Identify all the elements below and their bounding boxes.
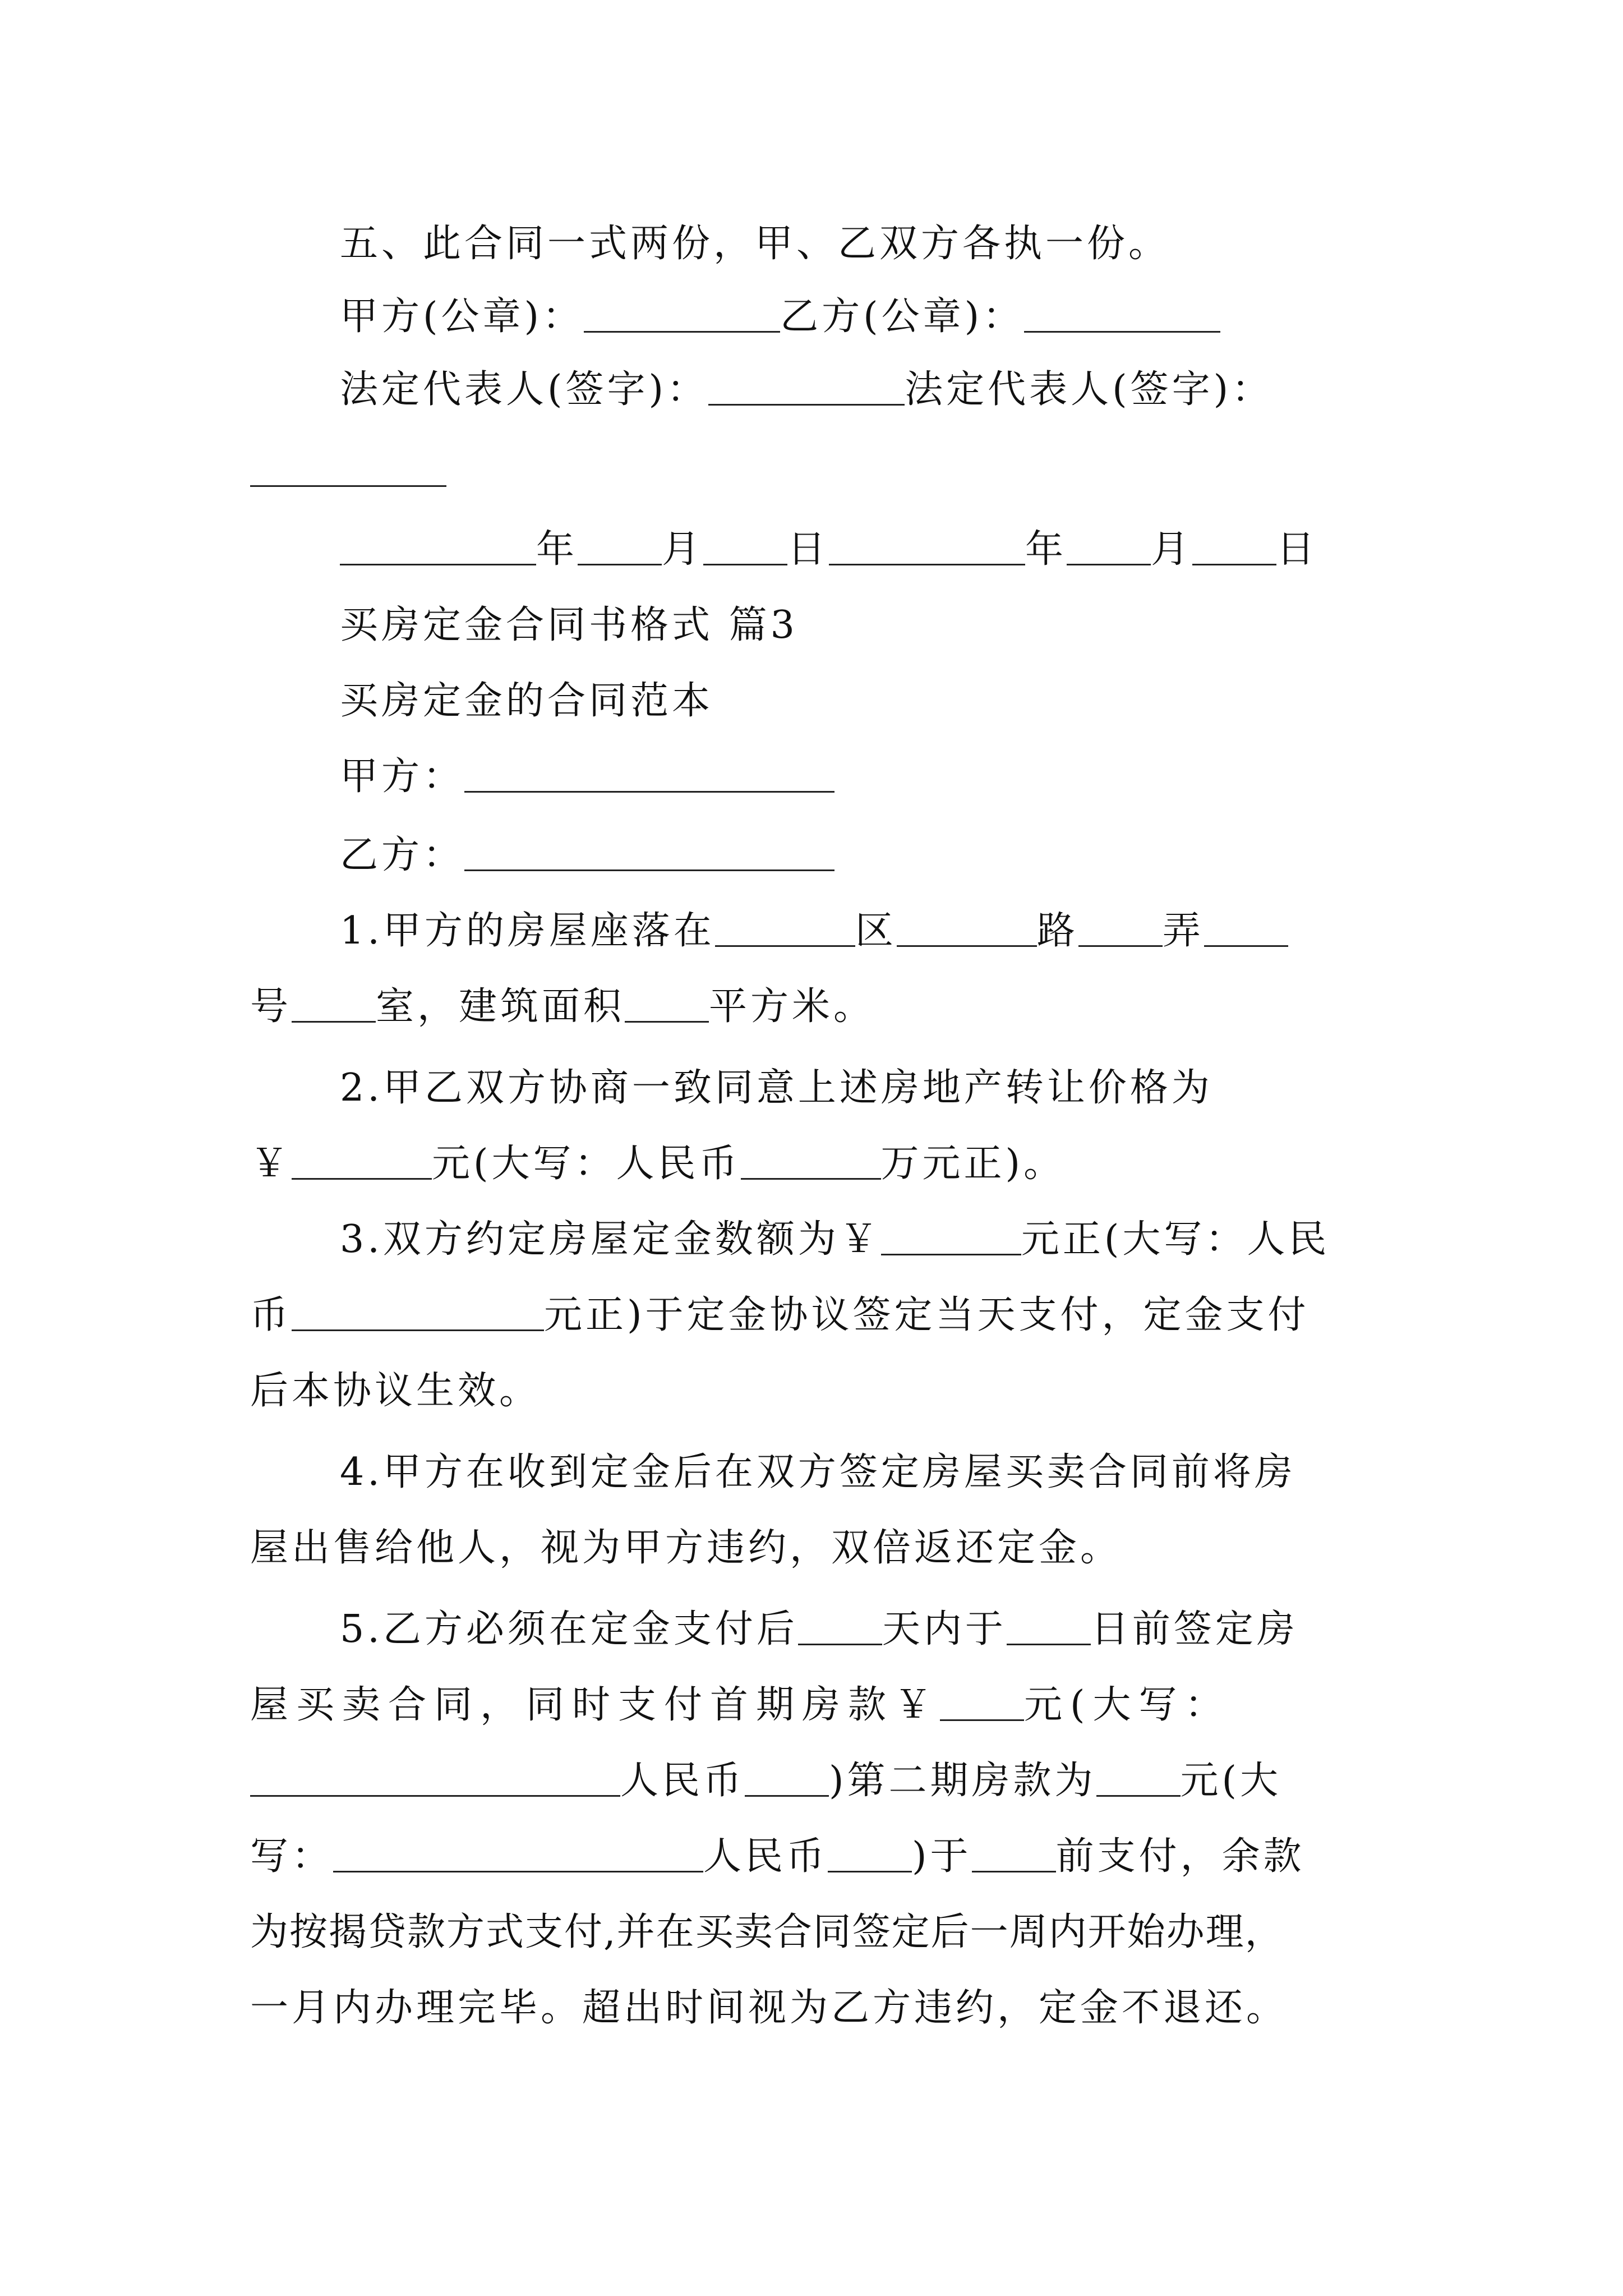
- party-a-label: 甲方：: [340, 754, 465, 799]
- party-b-label: 乙方：: [340, 833, 465, 877]
- item-3-text: 3.双方约定房屋定金数额为￥: [340, 1217, 881, 1262]
- first-payment-blank: [940, 1686, 1024, 1721]
- deposit-blank: [881, 1220, 1021, 1255]
- balance-label: 前支付，余款: [1055, 1834, 1305, 1879]
- party-b-seal-blank: [1024, 297, 1220, 333]
- item-3-line-3: [250, 1363, 1394, 1419]
- item-4-continued: 屋出售给他人，视为甲方违约，双倍返还定金。: [250, 1526, 1122, 1570]
- party-a-blank: [464, 757, 834, 793]
- section-heading: [250, 597, 1394, 654]
- mortgage-text: 为按揭贷款方式支付,并在买卖合同签定后一周内开始办理，: [250, 1910, 1284, 1954]
- days-label: 天内于: [882, 1607, 1007, 1651]
- pay-date-blank: [972, 1837, 1056, 1872]
- lane-blank: [1078, 912, 1163, 947]
- second-payment-capital-blank: [333, 1837, 703, 1872]
- date-a-month-blank: [578, 530, 662, 565]
- party-b-rep-blank: [250, 452, 446, 487]
- clause-5-text: 五、此合同一式两份，甲、乙双方各执一份。: [340, 222, 1170, 266]
- item-3-end: 后本协议生效。: [250, 1369, 541, 1413]
- currency-label: 币: [250, 1293, 292, 1337]
- day-label-b: 日: [1276, 527, 1318, 572]
- item-5-line-6: [250, 1980, 1394, 2036]
- item-5-text: 5.乙方必须在定金支付后: [340, 1607, 798, 1651]
- days-blank: [798, 1610, 882, 1645]
- item-3-line-2: [250, 1287, 1394, 1343]
- second-payment-blank: [1096, 1761, 1181, 1797]
- date-line: [250, 522, 1394, 578]
- party-a-rep-blank: [708, 370, 905, 406]
- clause-5-line: [250, 216, 1394, 272]
- date-b-month-blank: [1067, 530, 1151, 565]
- district-label: 区: [855, 909, 897, 953]
- rmb-label-a: 人民币: [620, 1759, 745, 1803]
- lane-number-blank: [1204, 912, 1288, 947]
- second-payment-capital-label: 元(大: [1180, 1759, 1282, 1803]
- breach-text: 一月内办理完毕。超出时间视为乙方违约，定金不退还。: [250, 1986, 1288, 2030]
- rmb-blank-a: [745, 1761, 829, 1797]
- item-5-line-3: [250, 1753, 1394, 1809]
- first-payment-text: 屋买卖合同，同时支付首期房款￥: [250, 1683, 940, 1727]
- sign-before-label: 日前签定房: [1090, 1607, 1298, 1651]
- area-unit-label: 平方米。: [709, 984, 875, 1029]
- deposit-capital-blank: [292, 1296, 544, 1331]
- room-area-label: 室，建筑面积: [376, 984, 625, 1029]
- item-3-continued: 元正)于定金协议签定当天支付，定金支付: [544, 1293, 1310, 1337]
- lane-label: 弄: [1162, 909, 1204, 953]
- item-3-line-1: [250, 1212, 1394, 1268]
- deposit-capital-label: 元正(大写：人民: [1021, 1217, 1330, 1262]
- number-label: 号: [250, 984, 292, 1029]
- party-seal-line: [250, 289, 1394, 345]
- area-blank: [625, 987, 709, 1023]
- month-label-b: 月: [1151, 527, 1193, 572]
- item-4-line-1: [250, 1444, 1394, 1501]
- first-payment-capital-blank: [250, 1761, 620, 1797]
- item-2-line-1: [250, 1060, 1394, 1116]
- price-capital-unit: 万元正)。: [880, 1142, 1066, 1186]
- legal-rep-continuation: [250, 443, 1394, 499]
- day-label-a: 日: [787, 527, 829, 572]
- district-blank: [715, 912, 855, 947]
- item-1-text: 1.甲方的房屋座落在: [340, 909, 715, 953]
- item-4-line-2: [250, 1520, 1394, 1576]
- date-b-day-blank: [1192, 530, 1276, 565]
- date-b-year-blank: [829, 530, 1025, 565]
- party-b-blank: [464, 836, 834, 871]
- contract-title: [250, 673, 1394, 729]
- first-payment-capital-label: 元(大写：: [1024, 1683, 1231, 1727]
- year-label-b: 年: [1025, 527, 1067, 572]
- contract-title-text: 买房定金的合同范本: [340, 679, 714, 723]
- item-5-line-2: [250, 1677, 1394, 1733]
- pay-at-label: )于: [912, 1834, 972, 1879]
- room-blank: [292, 987, 376, 1023]
- yuan-sign: ￥: [250, 1142, 292, 1186]
- legal-rep-line: [250, 362, 1394, 418]
- capital-label: 写：: [250, 1834, 334, 1879]
- party-b-line: [250, 827, 1394, 884]
- date-a-day-blank: [703, 530, 787, 565]
- party-a-seal-label: 甲方(公章)：: [340, 295, 584, 339]
- date-blank: [1007, 1610, 1091, 1645]
- date-a-year-blank: [340, 530, 536, 565]
- item-5-line-4: [250, 1829, 1394, 1885]
- price-blank: [292, 1144, 432, 1180]
- party-b-seal-label: 乙方(公章)：: [780, 295, 1025, 339]
- item-5-line-5: [250, 1904, 1394, 1961]
- item-2-line-2: [250, 1136, 1394, 1192]
- road-blank: [897, 912, 1037, 947]
- item-2-text: 2.甲乙双方协商一致同意上述房地产转让价格为: [340, 1066, 1213, 1110]
- price-capital-blank: [741, 1144, 881, 1180]
- party-a-seal-blank: [584, 297, 780, 333]
- item-5-line-1: [250, 1602, 1394, 1658]
- year-label-a: 年: [536, 527, 578, 572]
- second-payment-label: )第二期房款为: [829, 1759, 1096, 1803]
- month-label-a: 月: [662, 527, 704, 572]
- price-capital-label: 元(大写：人民币: [432, 1142, 741, 1186]
- item-4-text: 4.甲方在收到定金后在双方签定房屋买卖合同前将房: [340, 1450, 1296, 1494]
- section-heading-text: 买房定金合同书格式 篇3: [340, 603, 798, 647]
- party-a-line: [250, 749, 1394, 805]
- item-1-line-2: [250, 979, 1394, 1035]
- party-a-rep-label: 法定代表人(签字)：: [340, 367, 709, 412]
- party-b-rep-label: 法定代表人(签字)：: [905, 367, 1274, 412]
- rmb-blank-b: [828, 1837, 912, 1872]
- rmb-label-b: 人民币: [703, 1834, 828, 1879]
- item-1-line-1: [250, 903, 1394, 959]
- road-label: 路: [1036, 909, 1078, 953]
